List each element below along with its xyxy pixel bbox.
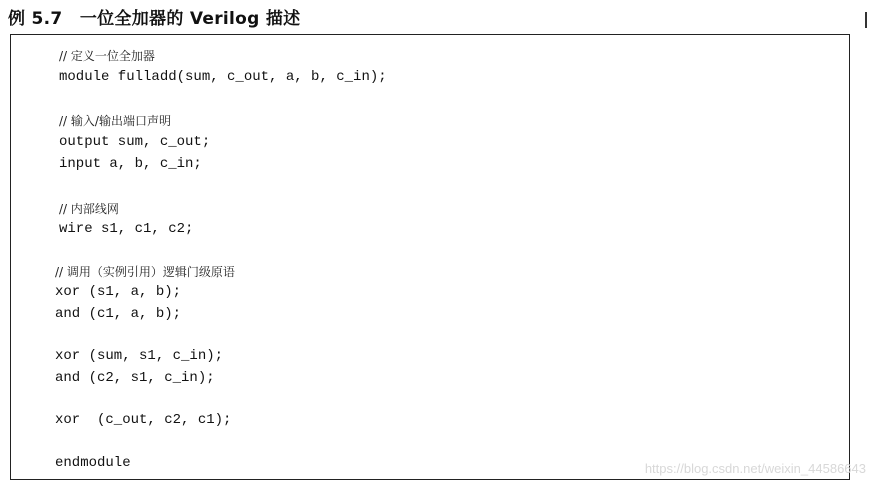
module-declaration: module fulladd(sum, c_out, a, b, c_in); [59, 69, 387, 85]
code-listing-box [10, 34, 850, 480]
input-declaration: input a, b, c_in; [59, 156, 202, 172]
example-title: 例 5.7 一位全加器的 Verilog 描述 [8, 9, 301, 29]
endmodule-keyword: endmodule [55, 455, 131, 471]
and-gate-2: and (c2, s1, c_in); [55, 370, 215, 386]
xor-gate-1: xor (s1, a, b); [55, 284, 182, 300]
comment-gate-instances: // 调用（实例引用）逻辑门级原语 [55, 265, 235, 279]
comment-internal-nets: // 内部线网 [59, 202, 119, 216]
xor-gate-3: xor (c_out, c2, c1); [55, 412, 232, 428]
wire-declaration: wire s1, c1, c2; [59, 221, 194, 237]
xor-gate-2: xor (sum, s1, c_in); [55, 348, 224, 364]
comment-define-module: // 定义一位全加器 [59, 49, 155, 63]
watermark: https://blog.csdn.net/weixin_44586643 [644, 461, 866, 476]
comment-port-declarations: // 输入/输出端口声明 [59, 114, 171, 128]
margin-mark [865, 12, 867, 28]
and-gate-1: and (c1, a, b); [55, 306, 182, 322]
output-declaration: output sum, c_out; [59, 134, 211, 150]
